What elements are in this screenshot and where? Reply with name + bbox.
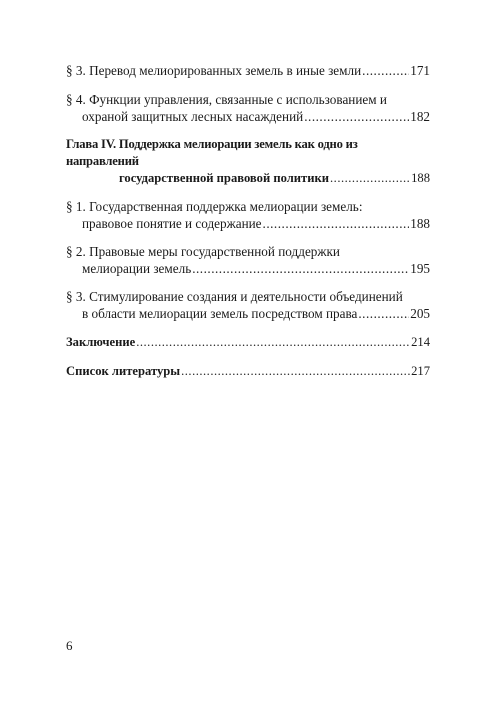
toc-entry-title: § 3. Перевод мелиорированных земель в иные земли — [66, 63, 362, 78]
toc-line — [66, 108, 430, 125]
page-number: 6 — [66, 638, 73, 653]
toc-entry-title-continued: охраной защитных лесных насаждений — [82, 109, 304, 124]
toc-page-number: 195 — [410, 261, 430, 276]
toc-line — [66, 260, 430, 277]
dot-leader — [304, 108, 409, 125]
dot-leader — [192, 260, 409, 277]
toc-line — [66, 215, 430, 232]
toc-entry-title: § 2. Правовые меры государственной поддержки — [66, 244, 340, 259]
toc-page-number: 188 — [411, 171, 430, 185]
toc-entry-conclusion — [66, 334, 430, 351]
toc-page-number: 217 — [411, 364, 430, 378]
toc-line — [66, 62, 430, 79]
dot-leader — [136, 334, 410, 351]
toc-line — [66, 305, 430, 322]
toc-page-number: 182 — [410, 109, 430, 124]
toc-entry-section-3-transfer — [66, 62, 430, 79]
toc-entry-title: § 4. Функции управления, связанные с использованием и — [66, 92, 387, 107]
toc-line — [66, 363, 430, 380]
table-of-contents — [66, 62, 430, 391]
dot-leader — [263, 215, 410, 232]
toc-entry-section-4-functions — [66, 91, 430, 125]
toc-entry-title-continued: правовое понятие и содержание — [82, 216, 262, 231]
toc-line — [66, 334, 430, 351]
toc-entry-title: Заключение — [66, 335, 136, 349]
toc-entry-title: § 3. Стимулирование создания и деятельности объединений — [66, 289, 403, 304]
toc-entry-references — [66, 363, 430, 380]
toc-entry-section-1-support — [66, 198, 430, 232]
toc-entry-title-continued: мелиорации земель — [82, 261, 192, 276]
toc-entry-section-2-measures — [66, 243, 430, 277]
dot-leader — [181, 363, 410, 380]
toc-chapter-title-continued: государственной правовой политики — [119, 171, 330, 185]
toc-page-number: 214 — [411, 335, 430, 349]
toc-entry-section-3-stimulation — [66, 288, 430, 322]
toc-chapter-title: Глава IV. Поддержка мелиорации земель как одно из направлений — [66, 137, 358, 168]
toc-page-number: 205 — [410, 306, 430, 321]
dot-leader — [330, 170, 410, 187]
toc-entry-chapter-4 — [66, 136, 430, 187]
toc-entry-title: Список литературы — [66, 364, 181, 378]
toc-page-number: 188 — [410, 216, 430, 231]
toc-page-number: 171 — [410, 63, 430, 78]
dot-leader — [358, 305, 409, 322]
toc-line — [66, 170, 430, 187]
dot-leader — [362, 62, 409, 79]
toc-entry-title-continued: в области мелиорации земель посредством права — [82, 306, 358, 321]
toc-entry-title: § 1. Государственная поддержка мелиорации земель: — [66, 199, 363, 214]
